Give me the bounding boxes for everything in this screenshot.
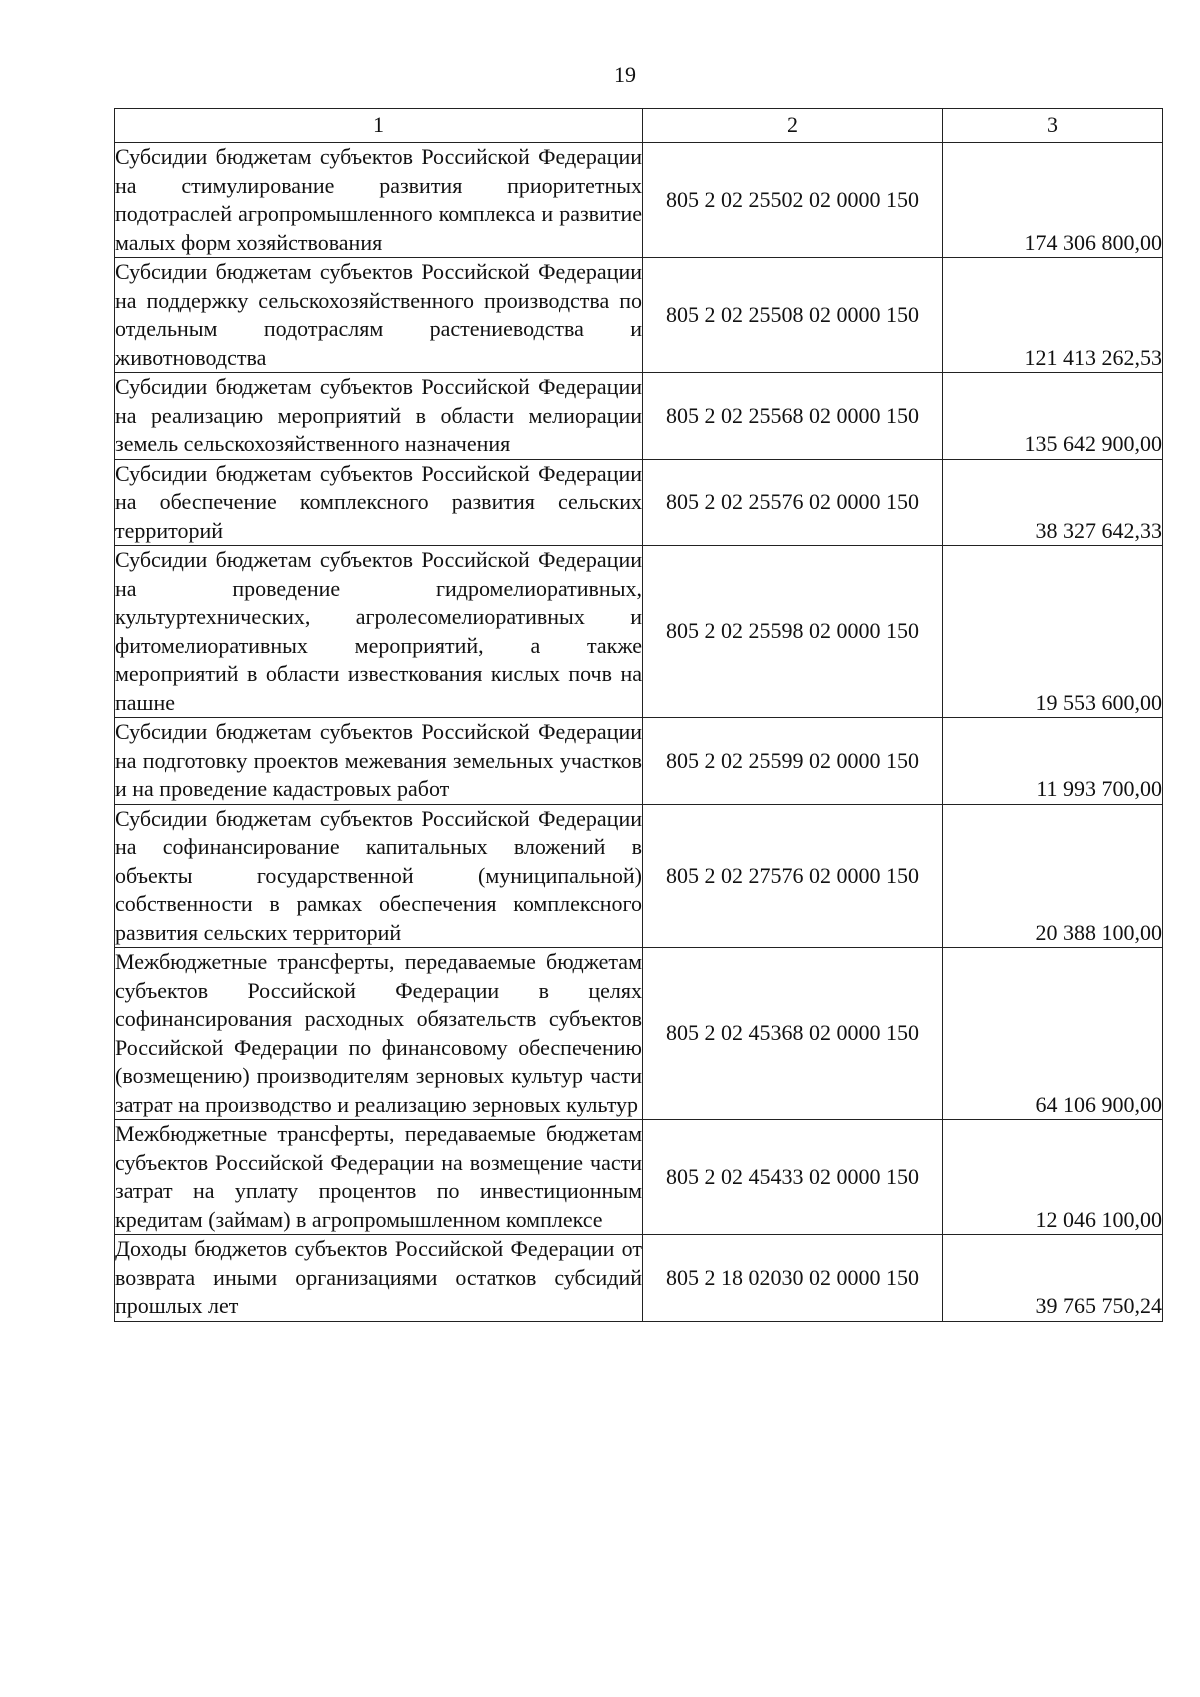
row-name: Доходы бюджетов субъектов Российской Федерации от возврата иными организациями остатков субсидий прошлых лет	[115, 1235, 643, 1322]
table-row	[115, 804, 1163, 948]
table-row	[115, 373, 1163, 460]
row-amount: 64 106 900,00	[943, 948, 1163, 1120]
row-code: 805 2 02 25502 02 0000 150	[643, 143, 943, 258]
row-code: 805 2 02 27576 02 0000 150	[643, 804, 943, 948]
row-amount: 12 046 100,00	[943, 1120, 1163, 1235]
row-code: 805 2 02 25599 02 0000 150	[643, 718, 943, 805]
row-amount: 174 306 800,00	[943, 143, 1163, 258]
page-number: 19	[614, 62, 636, 87]
row-name: Межбюджетные трансферты, передаваемые бюджетам субъектов Российской Федерации на возмещение части затрат на уплату процентов по инвестиционным кредитам (займам) в агропромышленном комплексе	[115, 1120, 643, 1235]
row-code: 805 2 02 45368 02 0000 150	[643, 948, 943, 1120]
row-code: 805 2 02 45433 02 0000 150	[643, 1120, 943, 1235]
row-name: Субсидии бюджетам субъектов Российской Федерации на стимулирование развития приоритетных подотраслей агропромышленного комплекса и развитие малых форм хозяйствования	[115, 143, 643, 258]
row-amount: 121 413 262,53	[943, 258, 1163, 373]
row-code: 805 2 18 02030 02 0000 150	[643, 1235, 943, 1322]
row-name: Субсидии бюджетам субъектов Российской Федерации на проведение гидромелиоративных, культуртехнических, агролесомелиоративных и фитомелиоративных мероприятий, а также мероприятий в области известкования кислых почв на пашне	[115, 546, 643, 718]
row-code: 805 2 02 25576 02 0000 150	[643, 459, 943, 546]
row-amount: 20 388 100,00	[943, 804, 1163, 948]
row-name: Межбюджетные трансферты, передаваемые бюджетам субъектов Российской Федерации в целях софинансирования расходных обязательств субъектов Российской Федерации по финансовому обеспечению (возмещению) производителям зерновых культур части затрат на производство и реализацию зерновых культур	[115, 948, 643, 1120]
row-amount: 38 327 642,33	[943, 459, 1163, 546]
table-row	[115, 1120, 1163, 1235]
table-row	[115, 718, 1163, 805]
row-name: Субсидии бюджетам субъектов Российской Федерации на обеспечение комплексного развития сельских территорий	[115, 459, 643, 546]
row-amount: 135 642 900,00	[943, 373, 1163, 460]
row-code: 805 2 02 25508 02 0000 150	[643, 258, 943, 373]
budget-revenue-table	[114, 108, 1163, 1322]
column-header-1: 1	[115, 109, 643, 143]
table-row	[115, 1235, 1163, 1322]
table-row	[115, 459, 1163, 546]
column-header-3: 3	[943, 109, 1163, 143]
table-header-row	[115, 109, 1163, 143]
row-amount: 11 993 700,00	[943, 718, 1163, 805]
row-amount: 39 765 750,24	[943, 1235, 1163, 1322]
row-code: 805 2 02 25568 02 0000 150	[643, 373, 943, 460]
table-row	[115, 258, 1163, 373]
column-header-2: 2	[643, 109, 943, 143]
table-row	[115, 948, 1163, 1120]
table-row	[115, 546, 1163, 718]
row-name: Субсидии бюджетам субъектов Российской Федерации на софинансирование капитальных вложений в объекты государственной (муниципальной) собственности в рамках обеспечения комплексного развития сельских территорий	[115, 804, 643, 948]
row-amount: 19 553 600,00	[943, 546, 1163, 718]
row-code: 805 2 02 25598 02 0000 150	[643, 546, 943, 718]
row-name: Субсидии бюджетам субъектов Российской Федерации на подготовку проектов межевания земельных участков и на проведение кадастровых работ	[115, 718, 643, 805]
row-name: Субсидии бюджетам субъектов Российской Федерации на реализацию мероприятий в области мелиорации земель сельскохозяйственного назначения	[115, 373, 643, 460]
row-name: Субсидии бюджетам субъектов Российской Федерации на поддержку сельскохозяйственного производства по отдельным подотраслям растениеводства и животноводства	[115, 258, 643, 373]
table-row	[115, 143, 1163, 258]
